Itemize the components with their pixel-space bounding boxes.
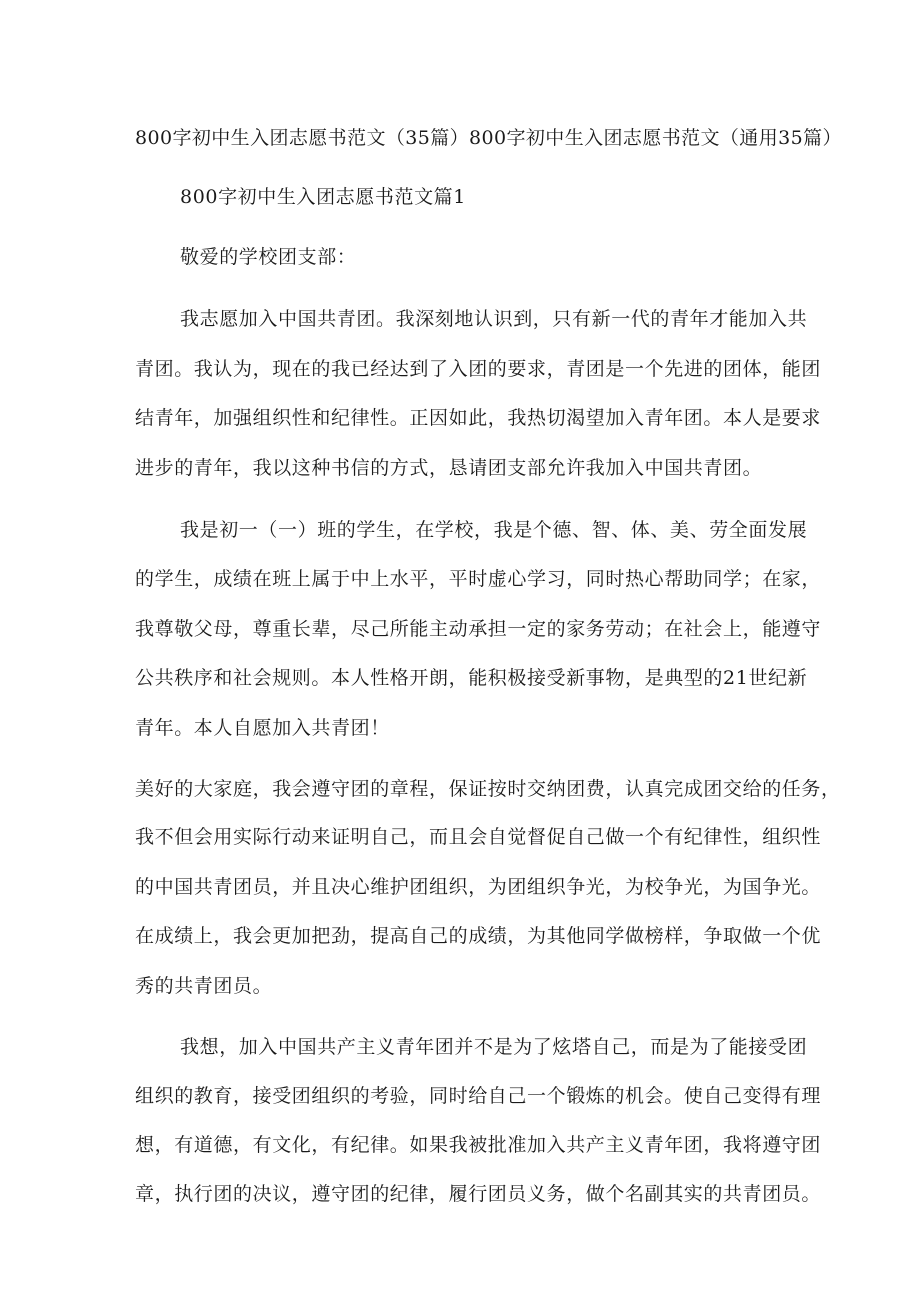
paragraph-line: 秀的共青团员。 (135, 975, 273, 997)
paragraph-line: 进步的青年，我以这种书信的方式，恳请团支部允许我加入中国共青团。 (135, 457, 763, 479)
paragraph-line: 在成绩上，我会更加把劲，提高自己的成绩，为其他同学做榜样，争取做一个优 (135, 925, 822, 947)
paragraph-line: 我尊敬父母，尊重长辈，尽己所能主动承担一定的家务劳动；在社会上，能遵守 (135, 618, 822, 640)
paragraph-line: 公共秩序和社会规则。本人性格开朗，能积极接受新事物，是典型的21世纪新 (135, 667, 808, 689)
paragraph-line: 的学生，成绩在班上属于中上水平，平时虚心学习，同时热心帮助同学；在家， (135, 568, 822, 590)
paragraph-line: 我是初一（一）班的学生，在学校，我是个德、智、体、美、劳全面发展 (180, 519, 808, 541)
paragraph-line: 结青年，加强组织性和纪律性。正因如此，我热切渴望加入青年团。本人是要求 (135, 407, 822, 429)
document-title: 800字初中生入团志愿书范文（35篇）800字初中生入团志愿书范文（通用35篇） (135, 127, 842, 149)
paragraph-line: 想，有道德，有文化，有纪律。如果我被批准加入共产主义青年团，我将遵守团 (135, 1134, 822, 1156)
paragraph-line: 组织的教育，接受团组织的考验，同时给自己一个锻炼的机会。使自己变得有理 (135, 1085, 822, 1107)
paragraph-line: 青团。我认为，现在的我已经达到了入团的要求，青团是一个先进的团体，能团 (135, 358, 822, 380)
paragraph-line: 章，执行团的决议，遵守团的纪律，履行团员义务，做个名副其实的共青团员。 (135, 1183, 822, 1205)
paragraph-line: 我想，加入中国共产主义青年团并不是为了炫塔自己，而是为了能接受团 (180, 1036, 808, 1058)
paragraph-line: 我不但会用实际行动来证明自己，而且会自觉督促自己做一个有纪律性，组织性 (135, 826, 822, 848)
salutation: 敬爱的学校团支部： (180, 246, 357, 268)
paragraph-line: 青年。本人自愿加入共青团！ (135, 717, 390, 739)
paragraph-line: 美好的大家庭，我会遵守团的章程，保证按时交纳团费，认真完成团交给的任务， (135, 778, 841, 800)
paragraph-line: 我志愿加入中国共青团。我深刻地认识到，只有新一代的青年才能加入共 (180, 308, 808, 330)
paragraph-line: 的中国共青团员，并且决心维护团组织，为团组织争光，为校争光，为国争光。 (135, 876, 822, 898)
section-heading: 800字初中生入团志愿书范文篇1 (180, 186, 466, 208)
